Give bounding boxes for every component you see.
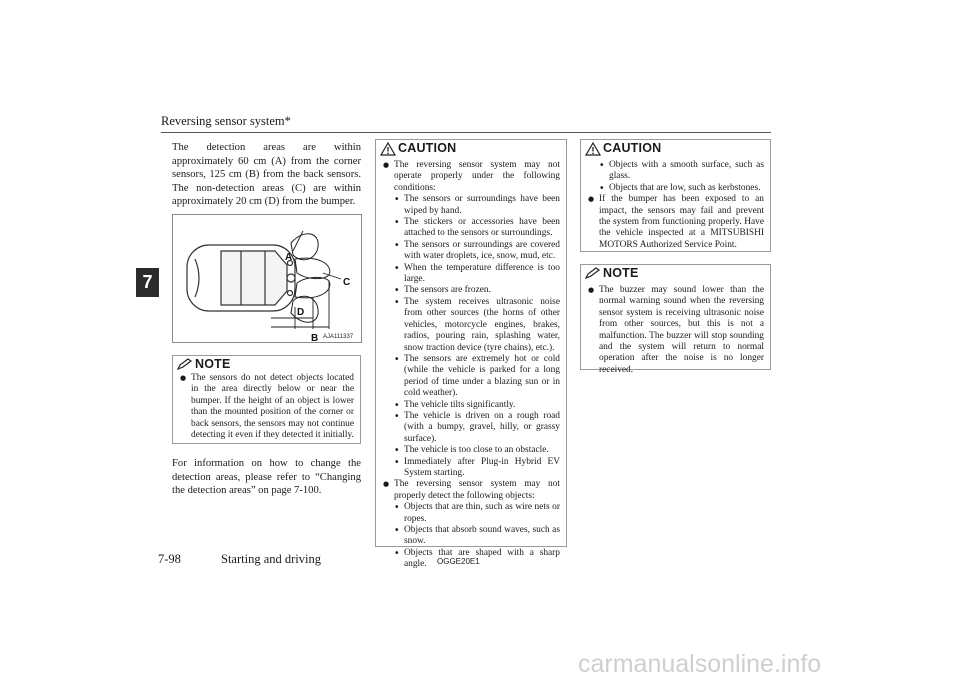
list-item: • Immediately after Plug-in Hybrid EV System starting. <box>394 456 560 478</box>
label-a: A <box>285 252 293 263</box>
list-item: • Objects with a smooth surface, such as glass. <box>599 160 764 182</box>
caution-title: CAUTION <box>603 141 662 155</box>
caution-header <box>581 140 770 157</box>
footer-page-number: 7-98 <box>158 552 181 566</box>
list-item: • Objects that absorb sound waves, such as snow. <box>394 525 560 547</box>
note-item: The sensors do not detect objects located in the area directly below or near the bumper. If the height of an object is lower than the mounted position of the corner or back sensors, the sensors may not continue detecting it even if they detected it initially. <box>191 373 354 441</box>
dot-bullet-icon: • <box>394 456 400 468</box>
chapter-tab[interactable]: 7 <box>136 268 159 297</box>
back-detection-lobe-1 <box>295 258 330 278</box>
dot-bullet-icon: • <box>394 525 400 536</box>
caution-item-1: The reversing sensor system may not operate properly under the following conditions: <box>394 160 560 193</box>
circle-bullet-icon: ● <box>383 161 390 169</box>
page-header-title: Reversing sensor system* <box>161 114 291 128</box>
circle-bullet-icon: ● <box>383 480 390 489</box>
dot-bullet-icon: • <box>394 285 400 297</box>
dot-bullet-icon: • <box>394 410 400 422</box>
dot-bullet-icon: • <box>394 547 400 559</box>
list-item: • When the temperature difference is too large. <box>394 262 560 285</box>
label-d: D <box>297 307 305 318</box>
dot-bullet-icon: • <box>394 194 400 206</box>
note-item: The buzzer may sound lower than the normal warning sound when the reversing sensor system is receiving ultrasonic noise from other sources, but this is not a malfunction. The buzzer will stop sounding and the system will return to normal operation after the noise is no longer received. <box>599 285 764 375</box>
circle-bullet-icon: ● <box>588 195 595 204</box>
list-item: • The system receives ultrasonic noise from other sources (the horns of other vehicles, motorcycle engines, brakes, radios, pouring rain, splashing water, snow traction device (tyre chains), etc.). <box>394 296 560 353</box>
warning-triangle-icon <box>380 142 396 156</box>
intro-paragraph: The detection areas are within approximately 60 cm (A) from the corner sensors, 125 cm (B) from the back sensors. The non-detection areas (C) are within approximately 20 cm (D) from the bumper. <box>172 142 361 208</box>
caution-title: CAUTION <box>398 141 457 155</box>
note-header <box>173 356 360 373</box>
caution-box-right <box>580 139 771 252</box>
warning-triangle-icon <box>585 142 601 156</box>
list-item: • The sensors or surroundings are covered with water droplets, ice, snow, mud, etc. <box>394 239 560 262</box>
caution-body <box>581 157 770 255</box>
dot-bullet-icon: • <box>394 445 400 457</box>
pencil-note-icon <box>585 267 601 279</box>
detection-area-figure <box>172 214 362 343</box>
list-item: • Objects that are thin, such as wire nets or ropes. <box>394 502 560 524</box>
list-item: • The sensors or surroundings have been wiped by hand. <box>394 194 560 216</box>
dot-bullet-icon: • <box>599 160 605 171</box>
note-header <box>581 265 770 282</box>
label-b: B <box>311 333 319 342</box>
dot-bullet-icon: • <box>599 182 605 194</box>
note-title: NOTE <box>603 266 639 280</box>
car-sensor-diagram <box>173 215 361 342</box>
list-item: • The vehicle is driven on a rough road (with a bumpy, gravel, hilly, or grassy surface). <box>394 410 560 444</box>
footer-code: OGGE20E1 <box>437 557 480 566</box>
dot-bullet-icon: • <box>394 262 400 274</box>
circle-bullet-icon: ● <box>588 286 595 294</box>
outro-paragraph: For information on how to change the detection areas, please refer to “Changing the detection areas” on page 7-100. <box>172 458 361 497</box>
list-item: • Objects that are shaped with a sharp angle. <box>394 547 560 570</box>
note-box-right <box>580 264 771 375</box>
dot-bullet-icon: • <box>394 502 400 514</box>
watermark[interactable]: carmanualsonline.info <box>578 650 822 678</box>
note-body <box>173 373 360 445</box>
dot-bullet-icon: • <box>394 239 400 251</box>
back-detection-lobe-2 <box>295 277 330 297</box>
label-c: C <box>343 277 351 288</box>
caution-header <box>376 140 566 157</box>
list-item: • The vehicle tilts significantly. <box>394 399 516 411</box>
figure-code: AJA111337 <box>323 334 354 340</box>
footer-section: Starting and driving <box>221 552 321 566</box>
dot-bullet-icon: • <box>394 353 400 365</box>
car-cabin <box>221 251 287 305</box>
list-item: • Objects that are low, such as kerbstones. <box>599 182 761 194</box>
note-box-left <box>172 355 361 444</box>
note-title: NOTE <box>195 357 231 371</box>
list-item: • The sensors are extremely hot or cold (while the vehicle is parked for a long period of time under a blazing sun or in cold weather). <box>394 353 560 399</box>
pencil-note-icon <box>177 358 193 370</box>
dot-bullet-icon: • <box>394 399 400 411</box>
dot-bullet-icon: • <box>394 217 400 229</box>
caution-item: If the bumper has been exposed to an impact, the sensors may fail and prevent the system from functioning properly. Have the vehicle inspected at a MITSUBISHI MOTORS Authorized Service Point. <box>599 194 764 250</box>
circle-bullet-icon: ● <box>180 374 187 382</box>
list-item: • The vehicle is too close to an obstacle. <box>394 445 549 457</box>
back-sensor-dot <box>287 274 295 282</box>
list-item: • The stickers or accessories have been attached to the sensors or surroundings. <box>394 217 560 239</box>
header-rule <box>161 132 771 133</box>
note-body <box>581 282 770 380</box>
list-item: • The sensors are frozen. <box>394 285 491 297</box>
dot-bullet-icon: • <box>394 296 400 308</box>
caution-item-2: The reversing sensor system may not properly detect the following objects: <box>394 479 560 501</box>
caution-body <box>376 157 566 575</box>
